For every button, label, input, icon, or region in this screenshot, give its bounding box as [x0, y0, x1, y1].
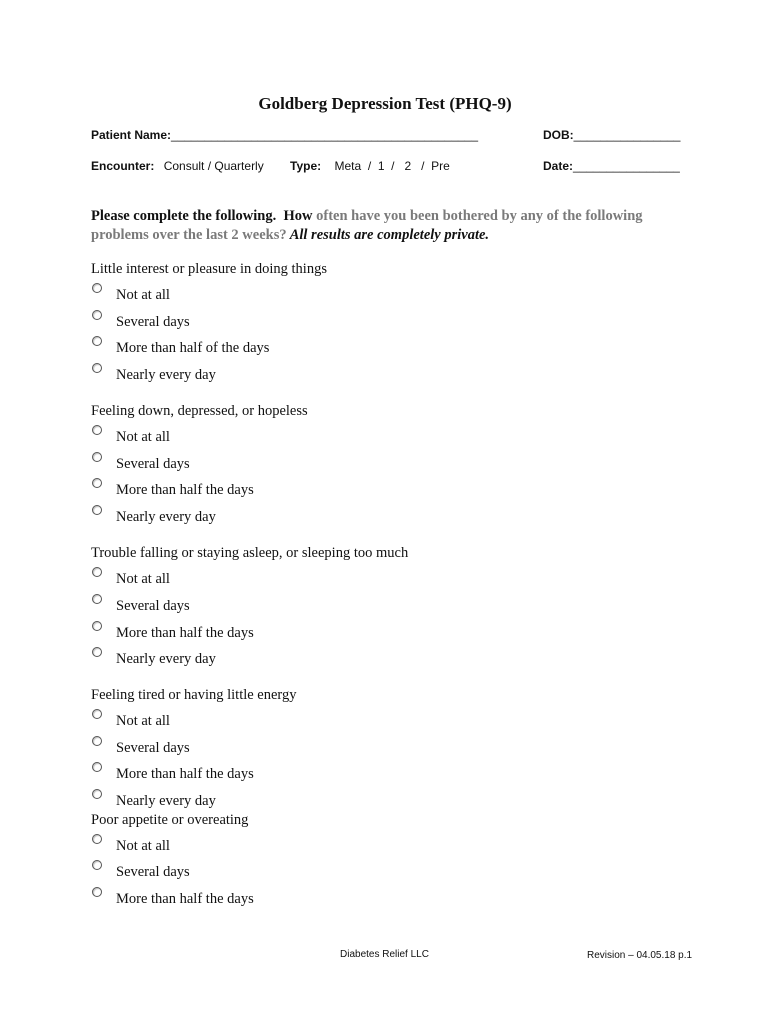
patient-name-row [91, 128, 478, 142]
q2-option-4-label: Nearly every day [116, 509, 216, 525]
q2-nearly-every-day-radio[interactable] [92, 505, 102, 515]
q1-nearly-every-day-radio[interactable] [92, 363, 102, 373]
q4-option-2-label: Several days [116, 740, 190, 756]
q1-option-1-label: Not at all [116, 287, 170, 303]
q4-several-days-radio[interactable] [92, 736, 102, 746]
instructions-question: often have you been bothered by any of the following problems over the last 2 weeks? [91, 208, 643, 243]
dob-field[interactable]: ________________ [573, 128, 681, 142]
q5-option-2-label: Several days [116, 864, 190, 880]
q2-option-3-label: More than half the days [116, 482, 254, 498]
q4-more-than-half-radio[interactable] [92, 762, 102, 772]
q4-not-at-all-radio[interactable] [92, 709, 102, 719]
q2-several-days-radio[interactable] [92, 452, 102, 462]
q4-option-3-label: More than half the days [116, 766, 254, 782]
encounter-label: Encounter: [91, 159, 155, 173]
q3-option-4-label: Nearly every day [116, 651, 216, 667]
q1-not-at-all-radio[interactable] [92, 283, 102, 293]
q5-option-3-label: More than half the days [116, 891, 254, 907]
footer-revision: Revision – 04.05.18 p.1 [587, 950, 693, 961]
question-5-text: Poor appetite or overeating [91, 812, 249, 828]
instructions-lead: Please complete the following. How [91, 208, 317, 224]
q5-several-days-radio[interactable] [92, 860, 102, 870]
q2-option-1-label: Not at all [116, 429, 170, 445]
patient-name-field[interactable]: ______________________________________________ [171, 128, 479, 142]
q1-several-days-radio[interactable] [92, 310, 102, 320]
date-row [543, 159, 680, 173]
dob-row [543, 128, 680, 142]
q3-option-1-label: Not at all [116, 571, 170, 587]
q3-not-at-all-radio[interactable] [92, 567, 102, 577]
type-row [290, 159, 450, 173]
question-1-text: Little interest or pleasure in doing things [91, 261, 327, 277]
q3-more-than-half-radio[interactable] [92, 621, 102, 631]
date-label: Date: [543, 159, 574, 173]
dob-label: DOB: [543, 128, 574, 142]
q4-option-1-label: Not at all [116, 713, 170, 729]
q5-option-1-label: Not at all [116, 838, 170, 854]
instructions [91, 207, 681, 245]
patient-name-label: Patient Name: [91, 128, 172, 142]
form-title: Goldberg Depression Test (PHQ-9) [258, 94, 512, 113]
q5-not-at-all-radio[interactable] [92, 834, 102, 844]
q1-option-3-label: More than half of the days [116, 340, 270, 356]
q5-more-than-half-radio[interactable] [92, 887, 102, 897]
q3-option-3-label: More than half the days [116, 625, 254, 641]
q1-option-4-label: Nearly every day [116, 367, 216, 383]
question-4-text: Feeling tired or having little energy [91, 687, 297, 703]
type-label: Type: [290, 159, 322, 173]
q2-option-2-label: Several days [116, 456, 190, 472]
q2-not-at-all-radio[interactable] [92, 425, 102, 435]
q4-option-4-label: Nearly every day [116, 793, 216, 809]
q1-option-2-label: Several days [116, 314, 190, 330]
instructions-privacy: All results are completely private. [286, 227, 490, 243]
footer-company: Diabetes Relief LLC [340, 949, 429, 960]
q2-more-than-half-radio[interactable] [92, 478, 102, 488]
q1-more-than-half-radio[interactable] [92, 336, 102, 346]
type-value: Meta / 1 / 2 / Pre [334, 159, 450, 173]
q3-several-days-radio[interactable] [92, 594, 102, 604]
date-field[interactable]: ________________ [573, 159, 680, 173]
q3-option-2-label: Several days [116, 598, 190, 614]
encounter-row [91, 159, 264, 173]
q4-nearly-every-day-radio[interactable] [92, 789, 102, 799]
question-2-text: Feeling down, depressed, or hopeless [91, 403, 308, 419]
q3-nearly-every-day-radio[interactable] [92, 647, 102, 657]
encounter-value: Consult / Quarterly [163, 159, 264, 173]
question-3-text: Trouble falling or staying asleep, or sleeping too much [91, 545, 409, 561]
